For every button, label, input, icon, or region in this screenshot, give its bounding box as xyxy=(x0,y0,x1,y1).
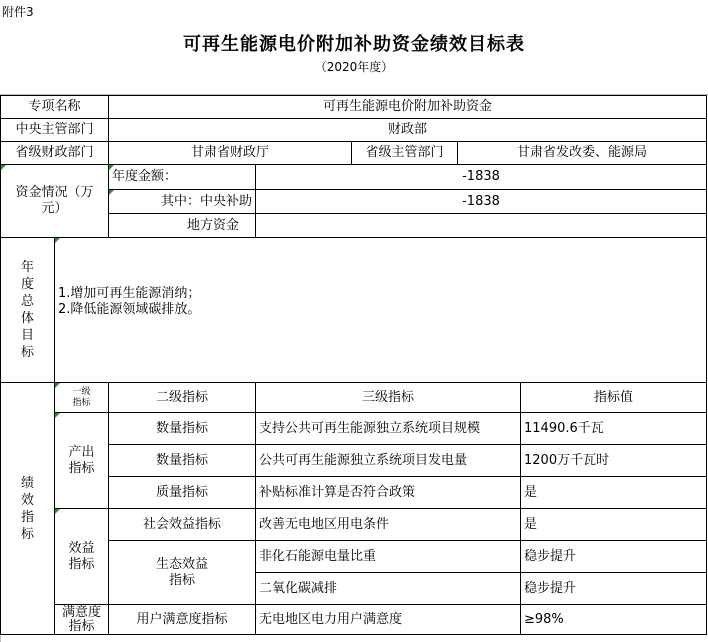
page-title: 可再生能源电价附加补助资金绩效目标表 xyxy=(183,34,525,55)
central-dept-row xyxy=(1,119,707,142)
header-level-3: 三级指标 xyxy=(256,383,521,413)
goals-label: 年度总体目标 xyxy=(1,238,55,383)
indicator-value: 是 xyxy=(521,509,707,541)
header-value: 指标值 xyxy=(521,383,707,413)
third-indicator: 非化石能源电量比重 xyxy=(256,541,521,573)
header-level-1: 一级指标 xyxy=(55,383,109,413)
project-label: 专项名称 xyxy=(1,96,109,119)
output-indicator-label: 产出指标 xyxy=(55,413,109,509)
second-indicator: 数量指标 xyxy=(109,445,256,477)
province-finance-value: 甘肃省财政厅 xyxy=(109,142,352,165)
project-row xyxy=(1,96,707,119)
funds-annual-label: 年度金额： xyxy=(109,165,256,190)
table-row xyxy=(1,413,707,445)
table-row xyxy=(1,509,707,541)
second-indicator: 数量指标 xyxy=(109,413,256,445)
indicator-value: 是 xyxy=(521,477,707,509)
indicators-label: 绩效指标 xyxy=(1,383,55,635)
province-finance-label: 省级财政部门 xyxy=(1,142,109,165)
second-indicator: 用户满意度指标 xyxy=(109,605,256,635)
central-dept-label: 中央主管部门 xyxy=(1,119,109,142)
central-dept-value: 财政部 xyxy=(109,119,707,142)
satisfaction-indicator-label: 满意度指标 xyxy=(55,605,109,635)
third-indicator: 二氧化碳减排 xyxy=(256,573,521,605)
third-indicator: 无电地区电力用户满意度 xyxy=(256,605,521,635)
year-subtitle: （2020年度） xyxy=(314,60,394,74)
table-row xyxy=(1,605,707,635)
third-indicator: 补贴标准计算是否符合政策 xyxy=(256,477,521,509)
funds-central-label: 其中：中央补助 xyxy=(109,190,256,214)
province-row xyxy=(1,142,707,165)
funds-label: 资金情况（万元） xyxy=(1,165,109,238)
second-indicator: 生态效益指标 xyxy=(109,541,256,605)
second-indicator: 质量指标 xyxy=(109,477,256,509)
performance-table xyxy=(0,95,707,635)
second-indicator: 社会效益指标 xyxy=(109,509,256,541)
goals-row xyxy=(1,238,707,383)
goal-line-2: 2.降低能源领域碳排放。 xyxy=(58,302,201,317)
funds-local-label: 地方资金 xyxy=(109,214,256,238)
indicator-header-row xyxy=(1,383,707,413)
funds-local-value xyxy=(256,214,707,238)
third-indicator: 改善无电地区用电条件 xyxy=(256,509,521,541)
province-dept-label: 省级主管部门 xyxy=(352,142,458,165)
goal-line-1: 1.增加可再生能源消纳； xyxy=(58,286,201,301)
indicator-value: 1200万千瓦时 xyxy=(521,445,707,477)
third-indicator: 支持公共可再生能源独立系统项目规模 xyxy=(256,413,521,445)
funds-annual-value: -1838 xyxy=(256,165,707,190)
province-dept-value: 甘肃省发改委、能源局 xyxy=(458,142,707,165)
attachment-label: 附件3 xyxy=(2,5,34,19)
third-indicator: 公共可再生能源独立系统项目发电量 xyxy=(256,445,521,477)
indicator-value: 稳步提升 xyxy=(521,573,707,605)
indicator-value: 稳步提升 xyxy=(521,541,707,573)
funds-central-value: -1838 xyxy=(256,190,707,214)
goals-text xyxy=(55,238,707,383)
indicator-value: ≥98% xyxy=(521,605,707,635)
header-level-2: 二级指标 xyxy=(109,383,256,413)
project-value: 可再生能源电价附加补助资金 xyxy=(109,96,707,119)
indicator-value: 11490.6千瓦 xyxy=(521,413,707,445)
benefit-indicator-label: 效益指标 xyxy=(55,509,109,605)
funds-annual-row xyxy=(1,165,707,190)
